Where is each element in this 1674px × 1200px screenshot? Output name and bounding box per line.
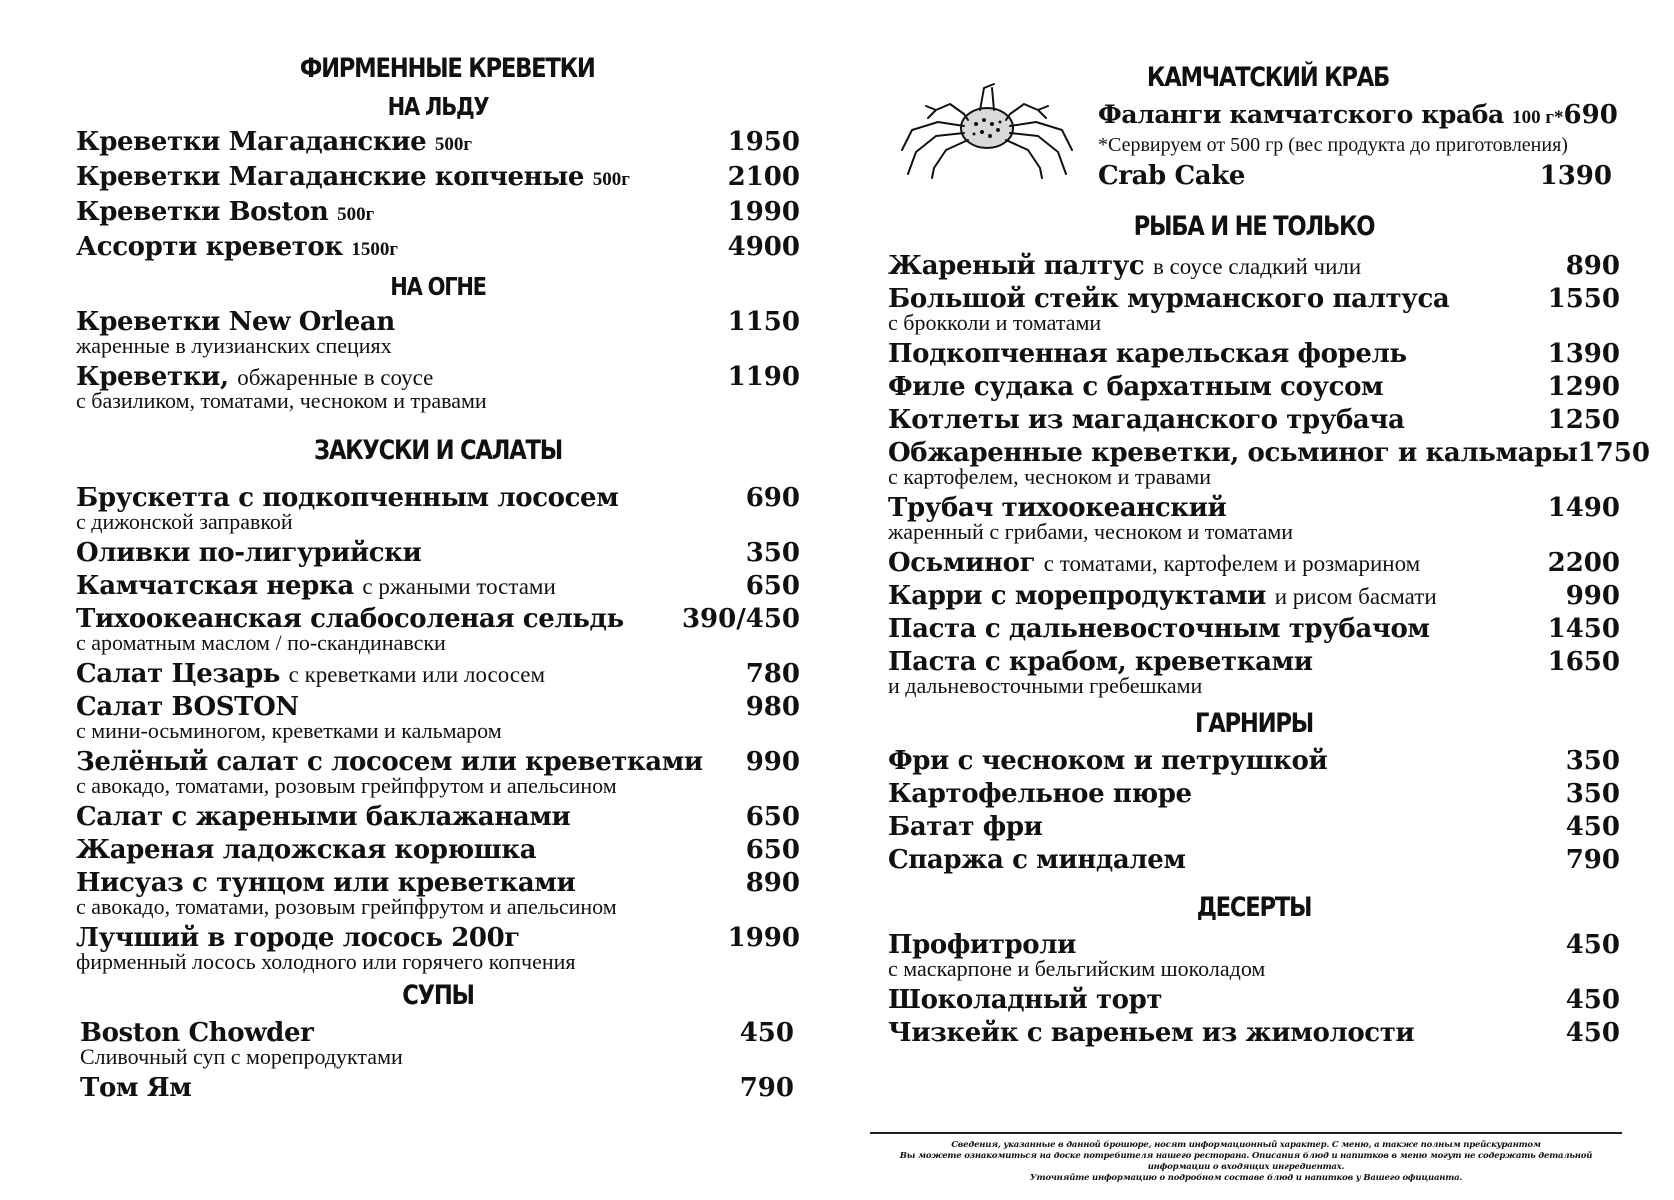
item-name: Жареная ладожская корюшка xyxy=(76,835,537,865)
item-price: 1190 xyxy=(727,362,800,392)
item-name: Спаржа с миндалем xyxy=(888,845,1186,875)
item-name: Обжаренные креветки, осьминог и кальмары xyxy=(888,438,1578,468)
section-title-snacks-salads: ЗАКУСКИ И САЛАТЫ xyxy=(313,435,563,466)
left-menu-column xyxy=(76,0,800,1105)
item-name: Филе судака с бархатным соусом xyxy=(888,372,1384,402)
item-weight: 500г xyxy=(337,204,375,225)
item-price: 1990 xyxy=(727,197,800,227)
item-name: Брускетта с подкопченным лососем xyxy=(76,483,619,513)
item-price: 650 xyxy=(745,802,800,832)
item-price: 980 xyxy=(745,692,800,722)
item-name: Crab Cake xyxy=(1098,161,1245,191)
menu-item xyxy=(76,746,800,797)
item-name: Том Ям xyxy=(80,1073,192,1103)
item-price: 1650 xyxy=(1547,647,1620,677)
menu-item xyxy=(888,547,1620,580)
footer-disclaimer xyxy=(870,1140,1622,1184)
item-description: жаренный с грибами, чесноком и томатами xyxy=(888,519,1294,544)
item-description: с картофелем, чесноком и травами xyxy=(888,464,1212,489)
menu-item xyxy=(76,537,800,570)
menu-item xyxy=(888,984,1620,1017)
item-description: фирменный лосось холодного или горячего копчения xyxy=(76,949,576,974)
item-price: 690 xyxy=(1563,100,1618,130)
item-price: 450 xyxy=(1565,985,1620,1015)
item-price: 450 xyxy=(1565,1018,1620,1048)
menu-item xyxy=(1098,98,1618,134)
menu-item xyxy=(76,161,800,196)
section-desserts xyxy=(888,891,1620,1050)
menu-item xyxy=(888,929,1620,980)
item-name: Креветки Boston xyxy=(76,197,329,227)
item-name: Камчатская нерка xyxy=(76,571,354,601)
menu-item xyxy=(76,801,800,834)
menu-item xyxy=(76,867,800,918)
menu-item xyxy=(76,361,800,412)
king-crab-illustration-icon xyxy=(898,78,1076,180)
item-price: 790 xyxy=(739,1073,794,1103)
item-price: 1950 xyxy=(727,127,800,157)
item-name: Креветки New Orlean xyxy=(76,307,395,337)
item-price: 650 xyxy=(745,571,800,601)
menu-item xyxy=(76,196,800,231)
section-title-fish: РЫБА И НЕ ТОЛЬКО xyxy=(1133,211,1375,242)
item-price: 1990 xyxy=(727,923,800,953)
item-inline-description: и рисом басмати xyxy=(1274,584,1437,609)
item-price: 450 xyxy=(1565,930,1620,960)
item-description: с ароматным маслом / по-скандинавски xyxy=(76,630,446,655)
section-title-signature-shrimp: ФИРМЕННЫЕ КРЕВЕТКИ xyxy=(299,53,595,84)
item-description: с мини-осьминогом, креветками и кальмаром xyxy=(76,718,502,743)
crab-serving-note: *Сервируем от 500 гр (вес продукта до приготовления) xyxy=(1098,134,1568,156)
item-inline-description: в соусе сладкий чили xyxy=(1152,254,1362,279)
item-name: Салат Цезарь xyxy=(76,659,281,689)
menu-item xyxy=(888,613,1620,646)
item-name: Паста с крабом, креветками xyxy=(888,647,1313,677)
item-price: 390/450 xyxy=(681,604,800,634)
item-name: Фри с чесноком и петрушкой xyxy=(888,746,1328,776)
item-price: 790 xyxy=(1565,845,1620,875)
item-price: 690 xyxy=(745,483,800,513)
item-description: с брокколи и томатами xyxy=(888,310,1102,335)
menu-item xyxy=(76,231,800,266)
item-weight: 1500г xyxy=(351,239,399,260)
item-description: с маскарпоне и бельгийским шоколадом xyxy=(888,956,1266,981)
menu-item xyxy=(76,126,800,161)
section-title-kamchatka-crab: КАМЧАТСКИЙ КРАБ xyxy=(1146,62,1390,93)
section-sides xyxy=(888,707,1620,877)
item-price: 350 xyxy=(745,538,800,568)
item-description: с базиликом, томатами, чесноком и травами xyxy=(76,388,487,413)
menu-item xyxy=(888,371,1620,404)
item-description: с авокадо, томатами, розовым грейпфрутом и апельсином xyxy=(76,773,617,798)
menu-item xyxy=(76,658,800,691)
menu-item xyxy=(76,306,800,357)
item-inline-description: обжаренные в соусе xyxy=(237,365,434,390)
menu-item xyxy=(888,250,1620,283)
item-name: Креветки, xyxy=(76,362,229,392)
item-name: Картофельное пюре xyxy=(888,779,1192,809)
item-price: 1390 xyxy=(1539,161,1612,191)
item-name: Трубач тихоокеанский xyxy=(888,493,1227,523)
item-description: с авокадо, томатами, розовым грейпфрутом и апельсином xyxy=(76,894,617,919)
item-name: Оливки по-лигурийски xyxy=(76,538,422,568)
item-price: 2100 xyxy=(727,162,800,192)
item-weight: 500г xyxy=(592,169,630,190)
item-weight: 100 г* xyxy=(1512,107,1564,128)
menu-item xyxy=(888,338,1620,371)
item-price: 890 xyxy=(1565,251,1620,281)
menu-item xyxy=(888,646,1620,697)
item-inline-description: с томатами, картофелем и розмарином xyxy=(1043,551,1421,576)
subsection-title-on-ice: НА ЛЬДУ xyxy=(387,92,489,121)
item-weight: 500г xyxy=(434,134,473,155)
item-name: Осьминог xyxy=(888,548,1036,578)
menu-item xyxy=(888,580,1620,613)
footer-line: Вы можете ознакомиться на доске потребителя нашего ресторана. Описания блюд и напитков в меню могут не содержать детальной информации о входящих ингредиентах. xyxy=(899,1151,1593,1172)
section-title-desserts: ДЕСЕРТЫ xyxy=(1196,892,1312,923)
menu-item xyxy=(888,844,1620,877)
section-fish xyxy=(888,210,1650,698)
item-name: Зелёный салат с лососем или креветками xyxy=(76,747,703,777)
menu-item xyxy=(76,1072,800,1105)
item-name: Подкопченная карельская форель xyxy=(888,339,1407,369)
item-name: Салат BOSTON xyxy=(76,692,299,722)
item-price: 1150 xyxy=(727,307,800,337)
item-price: 1490 xyxy=(1547,493,1620,523)
item-name: Паста с дальневосточным трубачом xyxy=(888,614,1430,644)
menu-item xyxy=(76,603,800,654)
item-description: жаренные в луизианских специях xyxy=(76,333,392,358)
menu-item xyxy=(76,1017,800,1068)
item-description: с дижонской заправкой xyxy=(76,509,293,534)
menu-item xyxy=(888,778,1620,811)
item-name: Тихоокеанская слабосоленая сельдь xyxy=(76,604,624,634)
item-price: 350 xyxy=(1565,746,1620,776)
item-description: и дальневосточными гребешками xyxy=(888,673,1203,698)
section-signature-shrimp xyxy=(76,52,800,412)
section-title-soups: СУПЫ xyxy=(402,980,474,1011)
item-price: 1450 xyxy=(1547,614,1620,644)
menu-item xyxy=(888,811,1620,844)
subsection-title-on-fire: НА ОГНЕ xyxy=(390,272,486,301)
section-title-sides: ГАРНИРЫ xyxy=(1195,708,1313,739)
item-name: Лучший в городе лосось 200г xyxy=(76,923,520,953)
menu-item xyxy=(888,437,1650,489)
menu-item xyxy=(888,404,1620,437)
item-name: Фаланги камчатского краба xyxy=(1098,100,1504,129)
item-price: 1750 xyxy=(1577,438,1650,468)
item-name: Котлеты из магаданского трубача xyxy=(888,405,1405,435)
item-price: 650 xyxy=(745,835,800,865)
item-name: Большой стейк мурманского палтуса xyxy=(888,284,1450,314)
item-price: 4900 xyxy=(727,232,800,262)
item-name: Креветки Магаданские xyxy=(76,127,427,157)
menu-item xyxy=(76,834,800,867)
menu-item xyxy=(1098,160,1612,193)
item-price: 990 xyxy=(1565,581,1620,611)
menu-item xyxy=(76,570,800,603)
item-price: 2200 xyxy=(1547,548,1620,578)
menu-item xyxy=(888,745,1620,778)
menu-item xyxy=(76,482,800,533)
item-name: Профитроли xyxy=(888,930,1077,960)
right-menu-column xyxy=(888,210,1650,1050)
item-name: Boston Chowder xyxy=(80,1018,314,1048)
item-name: Шоколадный торт xyxy=(888,985,1163,1015)
item-price: 1390 xyxy=(1547,339,1620,369)
item-price: 450 xyxy=(1565,812,1620,842)
item-name: Чизкейк с вареньем из жимолости xyxy=(888,1018,1415,1048)
item-price: 890 xyxy=(745,868,800,898)
item-name: Салат с жареными баклажанами xyxy=(76,802,571,832)
section-snacks-salads xyxy=(76,434,800,973)
item-inline-description: с креветками или лососем xyxy=(288,662,546,687)
item-inline-description: с ржаными тостами xyxy=(362,574,556,599)
item-name: Батат фри xyxy=(888,812,1043,842)
item-price: 780 xyxy=(745,659,800,689)
footer-line: Сведения, указанные в данной брошюре, носят информационный характер. С меню, а также полным прейскурантом xyxy=(951,1140,1541,1150)
crab-items xyxy=(1098,98,1618,193)
item-price: 350 xyxy=(1565,779,1620,809)
menu-item xyxy=(888,1017,1620,1050)
item-name: Жареный палтус xyxy=(888,251,1145,281)
item-price: 1250 xyxy=(1547,405,1620,435)
menu-item xyxy=(76,691,800,742)
menu-item xyxy=(76,922,800,973)
item-name: Нисуаз с тунцом или креветками xyxy=(76,868,576,898)
item-name: Ассорти креветок xyxy=(76,232,343,262)
menu-item xyxy=(888,492,1620,543)
footer-line: Уточняйте информацию о подробном составе блюд и напитков у Вашего официанта. xyxy=(1029,1173,1463,1183)
item-price: 1550 xyxy=(1547,284,1620,314)
item-name: Креветки Магаданские копченые xyxy=(76,162,585,192)
item-price: 990 xyxy=(745,747,800,777)
section-soups xyxy=(76,979,800,1105)
footer-divider xyxy=(870,1132,1622,1134)
item-description: Сливочный суп с морепродуктами xyxy=(80,1044,403,1069)
item-name: Карри с морепродуктами xyxy=(888,581,1267,611)
item-price: 1290 xyxy=(1547,372,1620,402)
item-price: 450 xyxy=(739,1018,794,1048)
menu-item xyxy=(888,283,1620,334)
